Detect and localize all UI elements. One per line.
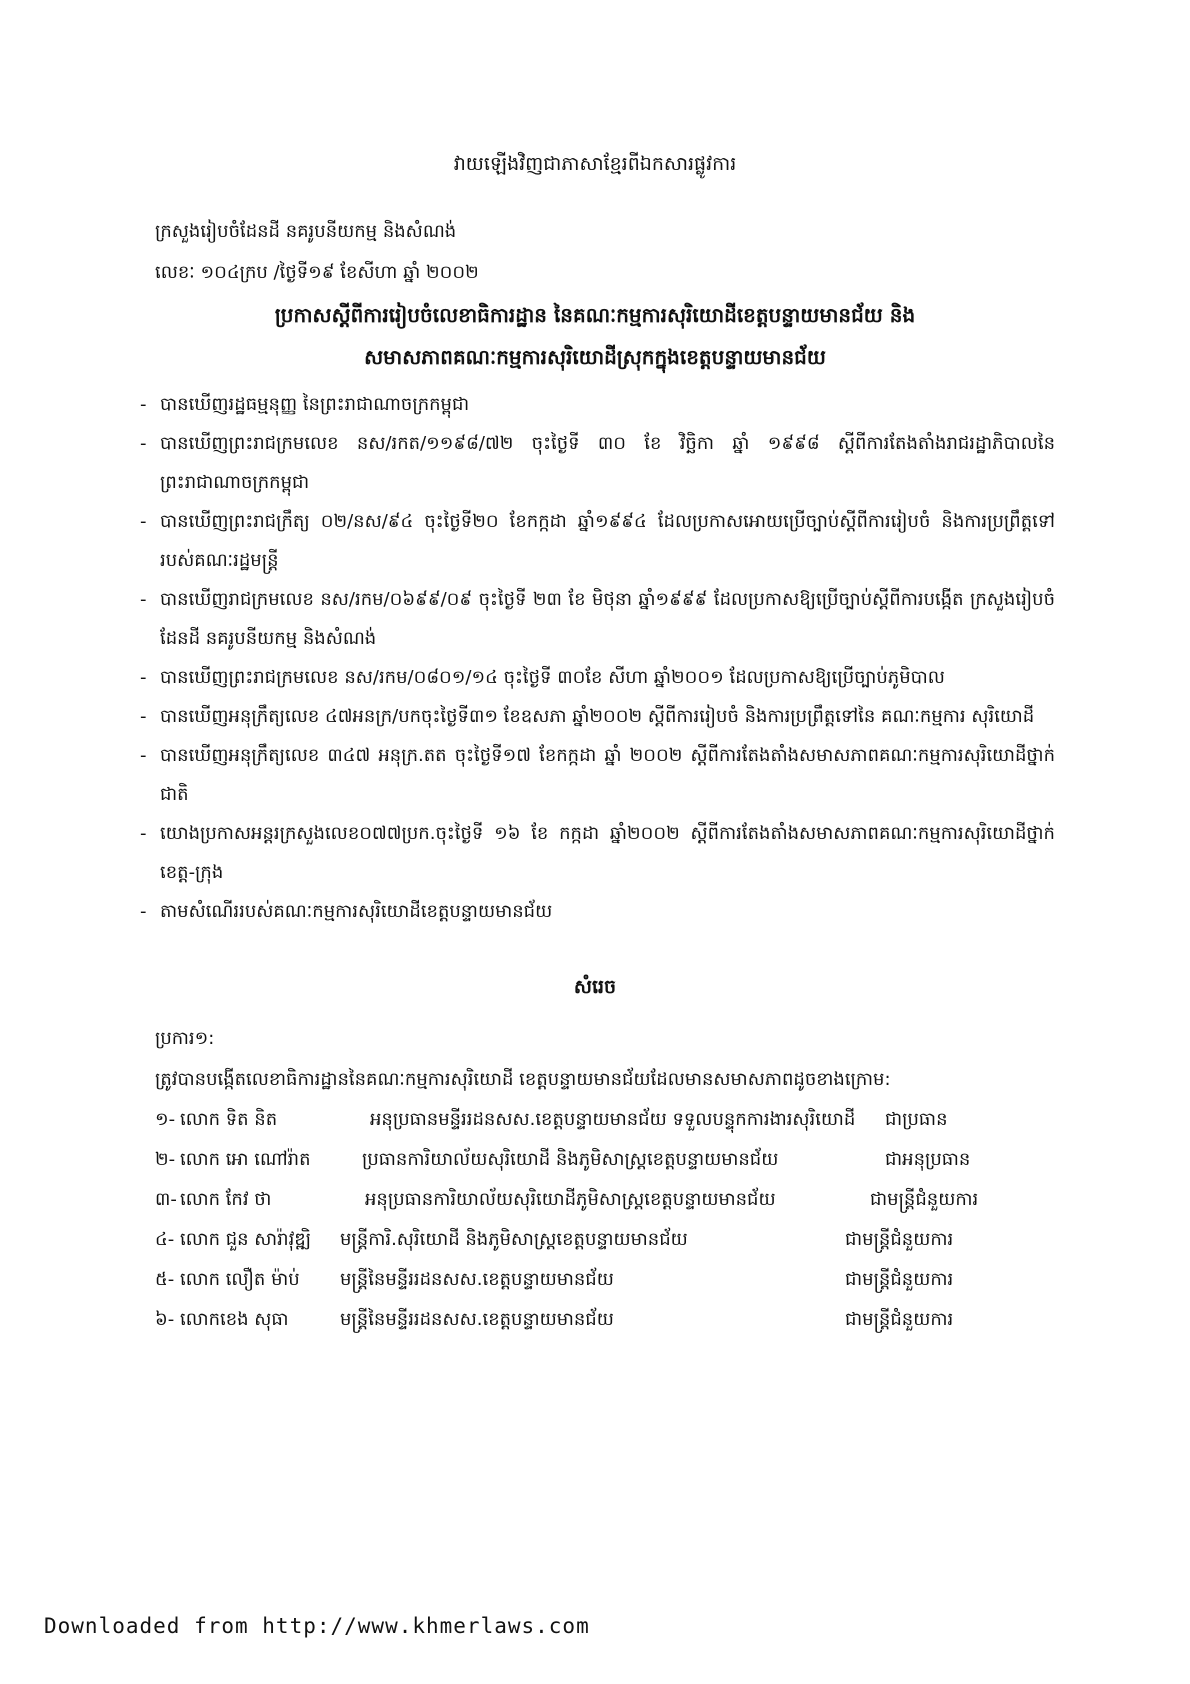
list-item: - បានឃើញព្រះរាជក្រឹត្យ ០២/នស/៩៤ ចុះថ្ងៃទី២០ ខែកក្កដា ឆ្នាំ១៩៩៤ ដែលប្រកាសអោយប្រើច្បាប់ស្តីពីការរៀបចំ និងការប្រព្រឹត្តទៅរបស់គណៈរដ្ឋមន្ត្រី bbox=[140, 511, 1055, 571]
member-name: លោក អោ ណៅរ៉ាត bbox=[180, 1149, 311, 1170]
member-number: ៣- bbox=[155, 1189, 177, 1210]
member-row bbox=[0, 1228, 1190, 1264]
member-name: លោក ទិត និត bbox=[180, 1109, 278, 1130]
member-position: អនុប្រធានមន្ទីររដនសស.ខេត្តបន្ទាយមានជ័យ ទទួលបន្ទុកការងារសុរិយោដី bbox=[370, 1109, 856, 1130]
list-item: - តាមសំណើររបស់គណៈកម្មការសុរិយោដីខេត្តបន្ទាយមានជ័យ bbox=[140, 901, 553, 922]
member-role: ជាមន្ត្រីជំនួយការ bbox=[845, 1309, 954, 1330]
document-title-line-1: ប្រកាសស្តីពីការរៀបចំលេខាធិការដ្ឋាន នៃគណៈកម្មការសុរិយោដីខេត្តបន្ទាយមានជ័យ និង bbox=[274, 303, 916, 327]
ministry-name: ក្រសួងរៀបចំដែនដី នគរូបនីយកម្ម និងសំណង់ bbox=[155, 221, 457, 242]
member-row bbox=[0, 1188, 1190, 1224]
list-item: - បានឃើញអនុក្រឹត្យលេខ ៣៤៧ អនុក្រ.តត ចុះថ្ងៃទី១៧ ខែកក្កដា ឆ្នាំ ២០០២ ស្តីពីការតែងតាំងសមាសភាពគណៈកម្មការសុរិយោដីថ្នាក់ជាតិ bbox=[140, 745, 1055, 805]
member-number: ៦- bbox=[155, 1309, 175, 1330]
list-item: - បានឃើញរាជក្រមលេខ នស/រកម/០៦៩៩/០៩ ចុះថ្ងៃទី ២៣ ខែ មិថុនា ឆ្នាំ១៩៩៩ ដែលប្រកាសឱ្យប្រើច្បាប់ស្តីពីការបង្កើត ក្រសួងរៀបចំដែនដី នគរូបនីយកម្ម និងសំណង់ bbox=[140, 589, 1055, 649]
member-row bbox=[0, 1268, 1190, 1304]
member-position: អនុប្រធានការិយាល័យសុរិយោដីភូមិសាស្ត្រខេត្តបន្ទាយមានជ័យ bbox=[365, 1189, 776, 1210]
header-note: វាយឡើងវិញជាភាសាខ្មែរពីឯកសារផ្លូវការ bbox=[453, 153, 737, 175]
list-item: - បានឃើញព្រះរាជក្រមលេខ នស/រកត/១១៩៨/៧២ ចុះថ្ងៃទី ៣០ ខែ វិច្ឆិកា ឆ្នាំ ១៩៩៨ ស្តីពីការតែងតាំងរាជរដ្ឋាភិបាលនៃព្រះរាជាណាចក្រកម្ពុជា bbox=[140, 433, 1055, 493]
member-position: ប្រធានការិយាល័យសុរិយោដី និងភូមិសាស្ត្រខេត្តបន្ទាយមានជ័យ bbox=[362, 1149, 779, 1170]
list-item: - យោងប្រកាសអន្តរក្រសួងលេខ០៧៧ប្រក.ចុះថ្ងៃទី ១៦ ខែ កក្កដា ឆ្នាំ២០០២ ស្តីពីការតែងតាំងសមាសភាពគណៈកម្មការសុរិយោដីថ្នាក់ខេត្ត-ក្រុង bbox=[140, 823, 1055, 883]
member-number: ១- bbox=[155, 1109, 176, 1130]
member-role: ជាមន្ត្រីជំនួយការ bbox=[870, 1189, 979, 1210]
member-name: លោក កែវ ថា bbox=[180, 1189, 272, 1210]
document-title-line-2: សមាសភាពគណៈកម្មការសុរិយោដីស្រុកក្នុងខេត្តបន្ទាយមានជ័យ bbox=[364, 345, 826, 369]
member-role: ជាអនុប្រធាន bbox=[885, 1149, 971, 1170]
article-text: ត្រូវបានបង្កើតលេខាធិការដ្ឋាននៃគណៈកម្មការសុរិយោដី ខេត្តបន្ទាយមានជ័យដែលមានសមាសភាពដូចខាងក្រោម: bbox=[155, 1069, 891, 1090]
member-role: ជាប្រធាន bbox=[885, 1109, 948, 1130]
member-position: មន្ត្រីនៃមន្ទីររដនសស.ខេត្តបន្ទាយមានជ័យ bbox=[340, 1269, 614, 1290]
download-source-footer: Downloaded from http://www.khmerlaws.com bbox=[44, 1614, 590, 1638]
decision-heading: សំរេច bbox=[573, 976, 617, 998]
list-item: - បានឃើញរដ្ឋធម្មនុញ្ញ នៃព្រះរាជាណាចក្រកម្ពុជា bbox=[140, 394, 470, 415]
list-item: - បានឃើញអនុក្រឹត្យលេខ ៤៧អនក្រ/បកចុះថ្ងៃទី៣១ ខែឧសភា ឆ្នាំ២០០២ ស្តីពីការរៀបចំ និងការប្រព្រឹត្តទៅនៃ គណៈកម្មការ សុរិយោដី bbox=[140, 706, 1035, 727]
member-name: លោកខេង សុធា bbox=[180, 1309, 289, 1330]
article-label: ប្រការ១: bbox=[155, 1028, 215, 1049]
list-item: - បានឃើញព្រះរាជក្រមលេខ នស/រកម/០៨០១/១៤ ចុះថ្ងៃទី ៣០ខែ សីហា ឆ្នាំ២០០១ ដែលប្រកាសឱ្យប្រើច្បាប់ភូមិបាល bbox=[140, 667, 945, 688]
member-row bbox=[0, 1308, 1190, 1344]
member-number: ៤- bbox=[155, 1229, 175, 1250]
member-role: ជាមន្ត្រីជំនួយការ bbox=[845, 1269, 954, 1290]
reference-number: លេខៈ ១០៤ក្រប /ថ្ងៃទី១៩ ខែសីហា ឆ្នាំ ២០០២ bbox=[155, 262, 479, 283]
member-position: មន្ត្រីការិ.សុរិយោដី និងភូមិសាស្ត្រខេត្តបន្ទាយមានជ័យ bbox=[340, 1229, 688, 1250]
member-name: លោក លឿត ម៉ាប់ bbox=[180, 1269, 300, 1290]
member-row bbox=[0, 1148, 1190, 1184]
considerations-list bbox=[140, 385, 1055, 931]
member-number: ២- bbox=[155, 1149, 176, 1170]
member-row bbox=[0, 1108, 1190, 1144]
member-position: មន្ត្រីនៃមន្ទីររដនសស.ខេត្តបន្ទាយមានជ័យ bbox=[340, 1309, 614, 1330]
member-role: ជាមន្ត្រីជំនួយការ bbox=[845, 1229, 954, 1250]
member-name: លោក ជួន សារ៉ាវុឌ្ឍិ bbox=[180, 1229, 312, 1250]
member-number: ៥- bbox=[155, 1269, 175, 1290]
